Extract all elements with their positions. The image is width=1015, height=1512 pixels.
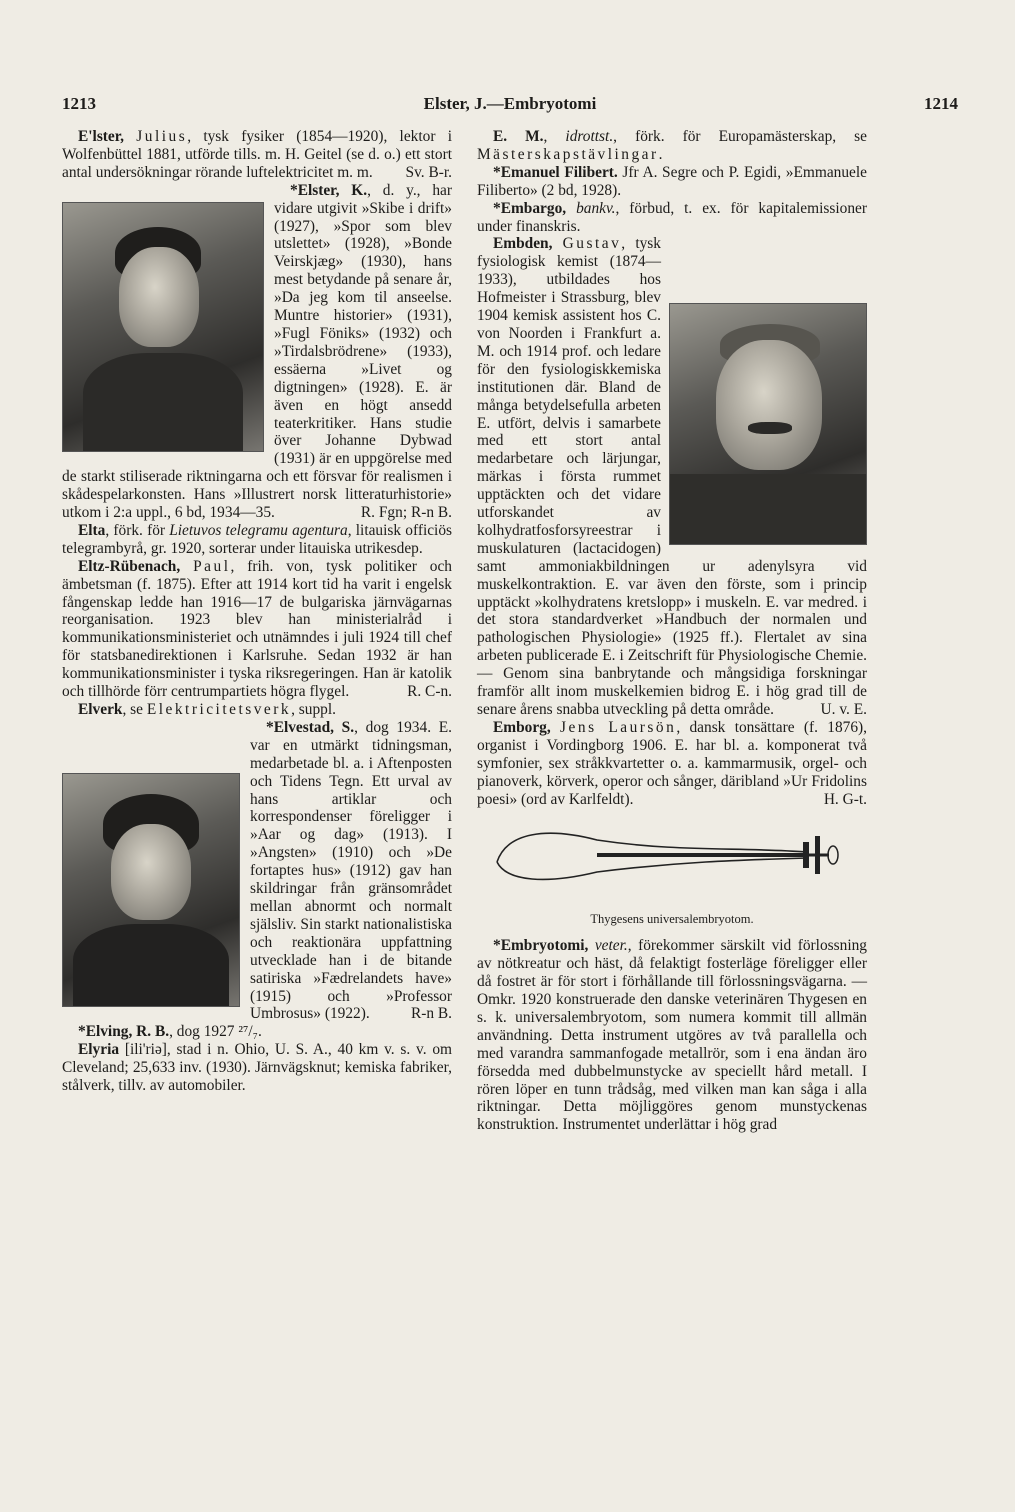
entry-headword: Embden, (493, 235, 553, 253)
portrait-photo-embden (669, 303, 867, 545)
entry-headword: Eltz-Rübenach, (78, 557, 181, 575)
author-signature: R. Fgn; R-n B. (360, 504, 452, 522)
author-signature: R-n B. (410, 1005, 452, 1023)
portrait-photo-elster (62, 202, 264, 452)
entry-headword: E'lster, (78, 128, 125, 145)
entry-italic: idrottst. (565, 128, 614, 145)
entry-embryotomi (477, 937, 867, 1134)
author-signature: U. v. E. (820, 701, 867, 718)
entry-text: , förk. för (105, 521, 170, 539)
entry-text: , dansk tonsättare (f. 1876), organist i Vordingborg 1906. E. har bl. a. komponerat två symfonier, sex stråkkvartetter o. a. kammarmusik, orgel- och pianoverk, körverk, operor och sånger, däribland »Ur Fridolins poesi» (ord av Karlfeldt). (477, 718, 868, 808)
cross-reference: Mästerskapstävlingar (477, 145, 659, 163)
entry-text: [ili'riə], stad i n. Ohio, U. S. A., 40 km v. s. v. om Cleveland; 25,633 inv. (1930). Järnvägsknut; kemiska fabriker, stålverk, tillv. av automobiler. (62, 1041, 452, 1095)
right-page-number: 1214 (924, 94, 958, 113)
entry-emanuel-filibert (477, 164, 867, 200)
entry-text: Jfr A. Segre och P. Egidi, »Emmanuele Filiberto» (2 bd, 1928). (477, 163, 867, 199)
entry-elyria (62, 1041, 452, 1095)
author-signature: H. G-t. (823, 790, 867, 808)
entry-text: , frih. von, tysk politiker och ämbetsman (f. 1875). Efter att 1914 kort tid ha varit i engelsk fångenskap ledde han 1916—17 de bulgariska järnvägarnas reorganisation. 1923 blev han ministerialråd i kommunikationsministeriet och utnämndes i juli 1924 till chef för statsbanedirektionen i Karlsruhe. Sedan 1932 är han kommunikationsminister i tyska riksregeringen. Han är katolik och tillhörde förr centrumpartiets högra flygel. (62, 557, 452, 701)
entry-text: , (543, 128, 566, 145)
entry-text: , suppl. (291, 701, 336, 718)
entry-text: , tysk fysiker (1854—1920), lektor i Wolfenbüttel 1881, utförde tills. m. H. Geitel (se d. o.) ett stort antal undersökningar rörande luftelektricitet m. m. (62, 128, 452, 181)
entry-elster-k (62, 182, 452, 522)
entry-headword: Elyria (78, 1041, 120, 1059)
entry-text: , dog 1934. E. var en utmärkt tidningsman, medarbetade bl. a. i Aftenposten och Tidens Tegn. Ett urval av hans artiklar och korrespondenser föreligger i »Aar og dag» (1913). I »Angsten» (1910) och »De fortaptes hus» (1912) gav han skildringar från gränsområdet mellan abnormt och normalt själsliv. Sin starkt nationalistiska och reaktionära uppfattning utvecklade han i de bitande satiriska »Fædrelandets have» (1915) och »Professor Umbrosus» (1922). (250, 718, 452, 1023)
entry-text: . (658, 145, 663, 163)
entry-elta (62, 522, 452, 558)
entry-embden (477, 235, 867, 718)
entry-elster-julius (62, 128, 452, 182)
entry-text: , dog 1927 ²⁷/₇. (169, 1023, 262, 1041)
portrait-photo-elvestad (62, 773, 240, 1007)
embryotome-figure (477, 822, 867, 929)
entry-elving (62, 1023, 452, 1041)
entry-text: , d. y., har vidare utgivit »Skibe i drift» (1927), »Spor som blev utslettet» (1928), »Bonde Veirskjæg» (1930), hans mest betydande på senare år, »Da jeg kom til anseelse. Muntre historier» (1931), »Fugl Föniks» (1932) och »Tirdalsbrödrene» (1933), essäerna »Livet og digtningen» (1928). E. är även en högt ansedd teaterkritiker. Hans studie över Johanne Dybwad (1931) är en uppgörelse med de starkt stiliserade riktningarna och ett försvar för realismen i skådespelarkonsten. Hans »Illustrert norsk litteraturhistorie» utkom i 2:a uppl., 6 bd, 1934—35. (62, 181, 452, 522)
entry-text: , se (122, 701, 147, 718)
entry-italic: Lietuvos telegramu agentura (169, 521, 348, 539)
author-signature: R. C-n. (407, 683, 452, 701)
entry-embargo (477, 200, 867, 236)
figure-caption: Thygesens universalembryotom. (590, 912, 754, 927)
right-column (477, 128, 867, 1134)
entry-eltz-rubenach (62, 558, 452, 701)
entry-elvestad (62, 719, 452, 1023)
author-signature: Sv. B-r. (405, 163, 452, 181)
running-title: Elster, J.—Embryotomi (423, 94, 597, 113)
entry-text: , förk. för Europamästerskap, se (613, 128, 867, 145)
entry-forename: Gustav (562, 235, 622, 253)
entry-headword: *Elvestad, S. (266, 718, 355, 736)
entry-headword: Elta (78, 521, 106, 539)
cross-reference: Elektricitetsverk (146, 701, 292, 718)
left-page-number: 1213 (62, 94, 96, 113)
page-header (62, 94, 958, 118)
entry-em (477, 128, 867, 164)
entry-headword: *Embryotomi, (493, 937, 589, 955)
entry-headword: E. M. (493, 128, 544, 145)
entry-forename: Jens Laursön (560, 718, 677, 736)
entry-text: , förbud, t. ex. för kapitalemissioner under finanskris. (477, 199, 867, 235)
entry-headword: *Emanuel Filibert. (493, 163, 618, 181)
entry-headword: *Elving, R. B. (78, 1023, 170, 1041)
entry-headword: *Elster, K. (290, 181, 368, 199)
entry-headword: Emborg, (493, 718, 551, 736)
entry-headword: Elverk (78, 701, 123, 718)
entry-forename: Paul (193, 557, 231, 575)
entry-text: , förekommer särskilt vid förlossning av nötkreatur och häst, då felaktigt fosterläge föreligger eller då fostret är för stort i förhållande till förlossningsvägarna. — Omkr. 1920 konstruerade den danske veterinären Thygesen en s. k. universalembryotom, som numera kommit till allmän användning. Detta instrument utgöres av två parallella och med varandra sammanfogade metallrör, som i ena ändan äro försedda med dubbelmunstycke av speciellt hård metall. I rören löper en tunn trådsåg, med vilken man kan såga i alla riktningar. Detta möjliggöres genom munstyckenas konstruktion. Instrumentet underlättar i hög grad (477, 937, 867, 1134)
entry-headword: *Embargo, (493, 199, 567, 217)
entry-text: , litauisk officiös telegrambyrå, gr. 1920, sorterar under litauiska utrikesdep. (62, 521, 453, 557)
entry-emborg (477, 719, 867, 809)
entry-elverk (62, 701, 452, 719)
left-column (62, 128, 452, 1095)
embryotome-illustration (477, 822, 867, 902)
entry-forename: Julius (136, 128, 188, 145)
entry-italic: bankv. (576, 199, 616, 217)
entry-italic: veter. (594, 937, 628, 955)
entry-text: , tysk fysiologisk kemist (1874—1933), utbildades hos Hofmeister i Strassburg, blev 1904 kemisk assistent hos C. von Noorden i Frankfurt a. M. och 1914 prof. och ledare för den fysiologiskkemiska institutionen där. Bland de många betydelsefulla arbeten E. utfört, delvis i samarbete med ett stort antal medarbetare och lärjungar, märkas i första rummet upptäckten och det vidare utforskandet av kolhydratfosforsyreestrar i muskulaturen (lactacidogen) samt ammoniakbildningen ur adenylsyra vid muskelkontraktion. E. var även den förste, som i princip upptäckt »kolhydratens kretslopp» i muskeln. E. var medred. i det stora standardverket »Handbuch der normalen und pathologischen Physiologie» (1925 ff.). Flertalet av sina arbeten publicerade E. i Zeitschrift für Physiologische Chemie. — Genom sina banbrytande och mångsidiga forskningar framför allt inom muskelkemien bidrog E. i hög grad till de senare årens snabba utveckling på detta område. (477, 235, 867, 718)
